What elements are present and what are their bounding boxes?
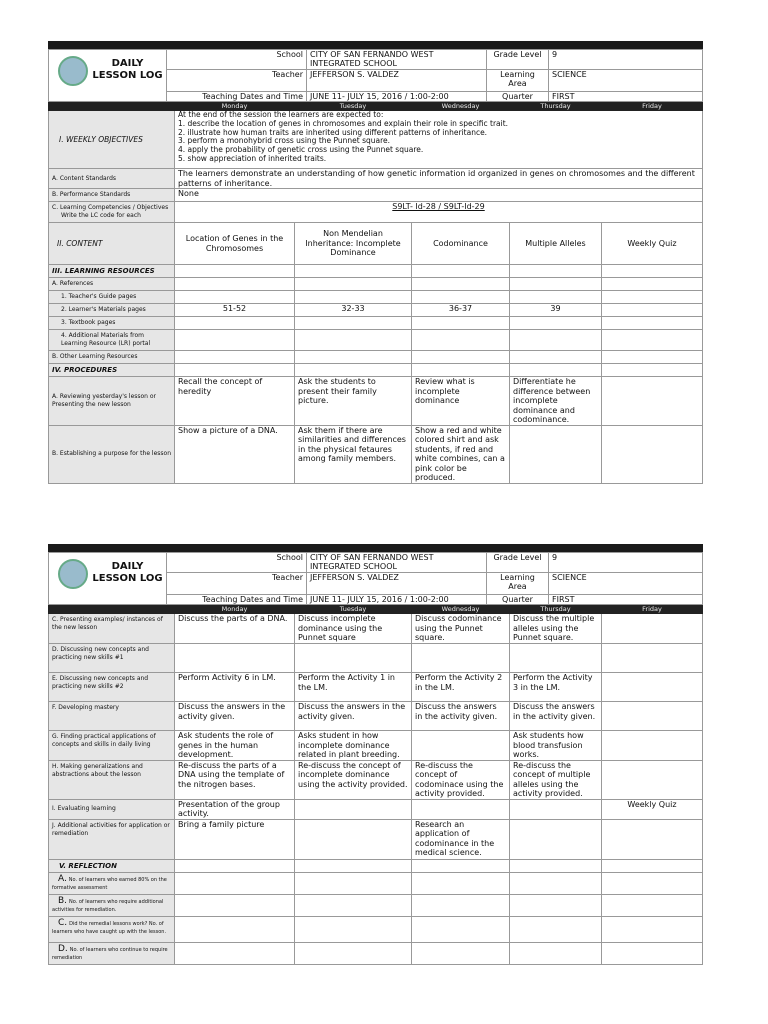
grade-value: 9 — [549, 50, 703, 70]
lesson-table-2 — [48, 605, 703, 965]
content-thursday: Multiple Alleles — [510, 223, 602, 265]
proc-f-tuesday: Discuss the answers in the activity given. — [295, 702, 412, 731]
competencies-sub-text: Write the LC code for each — [61, 212, 141, 219]
teacher-label: Teacher — [167, 70, 307, 92]
proc-a-label: A. Reviewing yesterday's lesson or Presenting the new lesson — [49, 377, 175, 426]
performance-standards: None — [175, 189, 703, 202]
proc-j-wednesday: Research an application of codominance in the medical science. — [412, 819, 510, 859]
proc-h-tuesday: Re-discuss the concept of incomplete dominance using the activity provided. — [295, 760, 412, 799]
proc-b-tuesday: Ask them if there are similarities and differences in the physical fetaures among family members. — [295, 425, 412, 483]
lesson-table-1 — [48, 102, 703, 484]
content-standards: The learners demonstrate an understanding of how genetic information id organized in genes on chromosomes and the different patterns of inheritance. — [175, 169, 703, 189]
proc-d-wednesday — [412, 644, 510, 673]
dll-title: DAILY LESSON LOG — [92, 561, 163, 584]
objective-line: 4. apply the probability of genetic cross using the Punnet square. — [178, 145, 424, 155]
quarter-value: FIRST — [549, 595, 703, 605]
proc-a-friday — [602, 377, 703, 426]
performance-standards-label: B. Performance Standards — [49, 189, 175, 202]
grade-value: 9 — [549, 553, 703, 573]
objective-line: 1. describe the location of genes in chromosomes and explain their role in specific trait. — [178, 118, 509, 128]
day-wednesday: Wednesday — [412, 606, 510, 614]
day-friday: Friday — [602, 103, 703, 111]
proc-h-wednesday: Re-discuss the concept of codominace using the activity provided. — [412, 760, 510, 799]
content-label: II. CONTENT — [49, 223, 175, 265]
reflection-c-text: Did the remedial lessons work? No. of learners who have caught up with the lesson. — [52, 920, 167, 935]
proc-h-friday — [602, 760, 703, 799]
proc-i-friday: Weekly Quiz — [602, 799, 703, 819]
dates-value: JUNE 11- JULY 15, 2016 / 1:00-2:00 — [307, 92, 487, 102]
objectives-label: I. WEEKLY OBJECTIVES — [49, 111, 175, 169]
proc-c-friday — [602, 614, 703, 644]
grade-label: Grade Level — [487, 553, 549, 573]
proc-a-monday: Recall the concept of heredity — [175, 377, 295, 426]
proc-d-tuesday — [295, 644, 412, 673]
other-resources-label: B. Other Learning Resources — [49, 351, 175, 364]
dates-label: Teaching Dates and Time — [167, 92, 307, 102]
proc-i-wednesday — [412, 799, 510, 819]
reflection-b-text: No. of learners who require additional activities for remediation. — [52, 898, 164, 913]
proc-c-label: C. Presenting examples/ instances of the new lesson — [49, 614, 175, 644]
references-label: A. References — [49, 278, 175, 291]
proc-d-friday — [602, 644, 703, 673]
proc-f-wednesday: Discuss the answers in the activity given. — [412, 702, 510, 731]
content-monday: Location of Genes in the Chromosomes — [175, 223, 295, 265]
day-header-row — [49, 103, 703, 111]
day-friday: Friday — [602, 606, 703, 614]
logo-cell — [49, 553, 167, 605]
logo-cell — [49, 50, 167, 102]
reflection-c — [49, 916, 175, 942]
proc-i-monday: Presentation of the group activity. — [175, 799, 295, 819]
textbook-pages-label: 3. Textbook pages — [49, 317, 175, 330]
proc-f-label: F. Developing mastery — [49, 702, 175, 731]
proc-b-wednesday: Show a red and white colored shirt and ask students, if red and white combines, can a pink color be produced. — [412, 425, 510, 483]
proc-g-monday: Ask students the role of genes in the human development. — [175, 731, 295, 761]
teacher-value: JEFFERSON S. VALDEZ — [307, 70, 487, 92]
proc-i-label: I. Evaluating learning — [49, 799, 175, 819]
area-label: Learning Area — [487, 573, 549, 595]
header-table — [48, 552, 703, 605]
top-bar — [48, 41, 703, 49]
proc-e-monday: Perform Activity 6 in LM. — [175, 673, 295, 702]
dates-value: JUNE 11- JULY 15, 2016 / 1:00-2:00 — [307, 595, 487, 605]
proc-e-wednesday: Perform the Activity 2 in the LM. — [412, 673, 510, 702]
quarter-label: Quarter — [487, 92, 549, 102]
area-value: SCIENCE — [549, 70, 703, 92]
proc-g-thursday: Ask students how blood transfusion works. — [510, 731, 602, 761]
dates-label: Teaching Dates and Time — [167, 595, 307, 605]
teacher-label: Teacher — [167, 573, 307, 595]
proc-d-thursday — [510, 644, 602, 673]
objective-line: 2. illustrate how human traits are inherited using different patterns of inheritance. — [178, 127, 488, 137]
proc-a-tuesday: Ask the students to present their family picture. — [295, 377, 412, 426]
school-label: School — [167, 553, 307, 573]
teacher-value: JEFFERSON S. VALDEZ — [307, 573, 487, 595]
reflection-d — [49, 942, 175, 964]
proc-c-tuesday: Discuss incomplete dominance using the Punnet square — [295, 614, 412, 644]
proc-j-friday — [602, 819, 703, 859]
teachers-guide-label: 1. Teacher's Guide pages — [49, 291, 175, 304]
day-thursday: Thursday — [510, 103, 602, 111]
objective-line: 3. perform a monohybrid cross using the Punnet square. — [178, 136, 391, 146]
reflection-label: V. REFLECTION — [49, 859, 175, 872]
area-value: SCIENCE — [549, 573, 703, 595]
proc-e-tuesday: Perform the Activity 1 in the LM. — [295, 673, 412, 702]
grade-label: Grade Level — [487, 50, 549, 70]
proc-j-label: J. Additional activities for application or remediation — [49, 819, 175, 859]
header-table — [48, 49, 703, 102]
dll-title: DAILY LESSON LOG — [92, 58, 163, 81]
reflection-d-text: No. of learners who continue to require remediation — [52, 946, 168, 961]
area-label: Learning Area — [487, 70, 549, 92]
quarter-value: FIRST — [549, 92, 703, 102]
content-tuesday: Non Mendelian Inheritance: Incomplete Dominance — [295, 223, 412, 265]
day-wednesday: Wednesday — [412, 103, 510, 111]
proc-b-friday — [602, 425, 703, 483]
proc-g-label: G. Finding practical applications of concepts and skills in daily living — [49, 731, 175, 761]
school-label: School — [167, 50, 307, 70]
proc-e-thursday: Perform the Activity 3 in the LM. — [510, 673, 602, 702]
objective-line: At the end of the session the learners are expected to: — [178, 110, 384, 119]
proc-h-thursday: Re-discuss the concept of multiple alleles using the activity provided. — [510, 760, 602, 799]
lm-pages-thursday: 39 — [510, 304, 602, 317]
school-value: CITY OF SAN FERNANDO WEST INTEGRATED SCHOOL — [307, 50, 487, 70]
competencies-label — [49, 202, 175, 223]
reflection-a-text: No. of learners who earned 80% on the formative assessment — [52, 876, 167, 891]
lesson-log-page-2 — [48, 544, 703, 965]
reflection-c-letter: C. — [58, 917, 68, 928]
proc-g-tuesday: Asks student in how incomplete dominance related in plant breeding. — [295, 731, 412, 761]
lm-pages-tuesday: 32-33 — [295, 304, 412, 317]
school-value: CITY OF SAN FERNANDO WEST INTEGRATED SCHOOL — [307, 553, 487, 573]
proc-j-tuesday — [295, 819, 412, 859]
proc-b-thursday — [510, 425, 602, 483]
day-monday: Monday — [175, 606, 295, 614]
reflection-a-letter: A. — [58, 873, 67, 884]
weekly-objectives — [175, 111, 703, 169]
procedures-label: IV. PROCEDURES — [49, 364, 175, 377]
proc-d-monday — [175, 644, 295, 673]
reflection-b — [49, 894, 175, 916]
day-thursday: Thursday — [510, 606, 602, 614]
proc-e-label: E. Discussing new concepts and practicing new skills #2 — [49, 673, 175, 702]
proc-d-label: D. Discussing new concepts and practicing new skills #1 — [49, 644, 175, 673]
day-header-row — [49, 606, 703, 614]
proc-g-friday — [602, 731, 703, 761]
proc-e-friday — [602, 673, 703, 702]
reflection-d-letter: D. — [58, 943, 68, 954]
competency-codes: S9LT- Id-28 / S9LT-Id-29 — [175, 202, 703, 223]
proc-j-monday: Bring a family picture — [175, 819, 295, 859]
proc-c-wednesday: Discuss codominance using the Punnet square. — [412, 614, 510, 644]
proc-b-monday: Show a picture of a DNA. — [175, 425, 295, 483]
proc-c-thursday: Discuss the multiple alleles using the Punnet square. — [510, 614, 602, 644]
learning-resources-label: III. LEARNING RESOURCES — [49, 265, 175, 278]
competencies-label-text: C. Learning Competencies / Objectives — [52, 204, 169, 211]
deped-seal-icon — [58, 56, 88, 86]
proc-f-thursday: Discuss the answers in the activity given. — [510, 702, 602, 731]
lm-pages-wednesday: 36-37 — [412, 304, 510, 317]
proc-i-tuesday — [295, 799, 412, 819]
proc-i-thursday — [510, 799, 602, 819]
lm-pages-friday — [602, 304, 703, 317]
lesson-log-page-1 — [48, 41, 703, 484]
proc-h-monday: Re-discuss the parts of a DNA using the template of the nitrogen bases. — [175, 760, 295, 799]
quarter-label: Quarter — [487, 595, 549, 605]
lm-pages-monday: 51-52 — [175, 304, 295, 317]
proc-c-monday: Discuss the parts of a DNA. — [175, 614, 295, 644]
proc-a-wednesday: Review what is incomplete dominance — [412, 377, 510, 426]
reflection-a — [49, 872, 175, 894]
content-standards-label: A. Content Standards — [49, 169, 175, 189]
proc-b-label: B. Establishing a purpose for the lesson — [49, 425, 175, 483]
day-tuesday: Tuesday — [295, 606, 412, 614]
day-tuesday: Tuesday — [295, 103, 412, 111]
deped-seal-icon — [58, 559, 88, 589]
objective-line: 5. show appreciation of inherited traits. — [178, 153, 327, 163]
content-wednesday: Codominance — [412, 223, 510, 265]
reflection-b-letter: B. — [58, 895, 68, 906]
learners-materials-label: 2. Learner's Materials pages — [49, 304, 175, 317]
proc-j-thursday — [510, 819, 602, 859]
proc-f-friday — [602, 702, 703, 731]
lr-portal-label: 4. Additional Materials from Learning Resource (LR) portal — [49, 330, 175, 351]
content-friday: Weekly Quiz — [602, 223, 703, 265]
proc-g-wednesday — [412, 731, 510, 761]
top-bar — [48, 544, 703, 552]
proc-a-thursday: Differentiate he difference between incomplete dominance and codominance. — [510, 377, 602, 426]
proc-f-monday: Discuss the answers in the activity given. — [175, 702, 295, 731]
proc-h-label: H. Making generalizations and abstractions about the lesson — [49, 760, 175, 799]
day-monday: Monday — [175, 103, 295, 111]
